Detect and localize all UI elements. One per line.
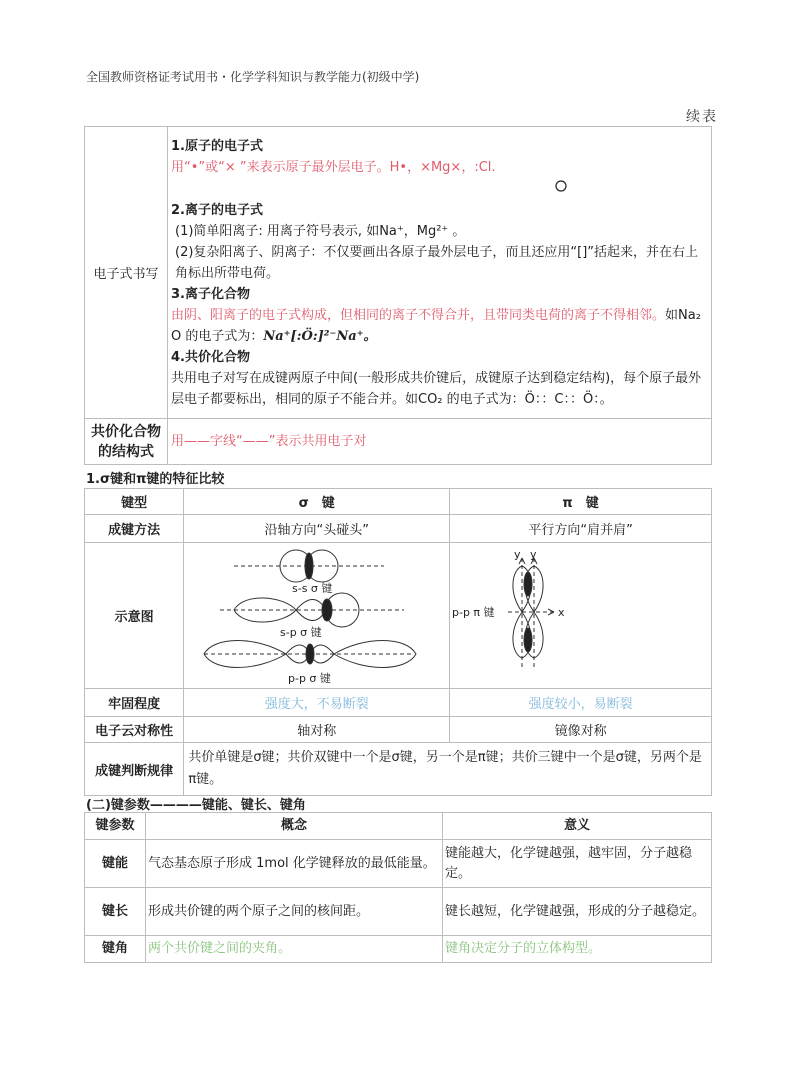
section-covalent-text: 共用电子对写在成键两原子中间(一般形成共价键后，成键原子达到稳定结构)，每个原子最外层电子都要标出，相同的原子不能合并。如CO₂ 的电子式为：Ö：：C：：Ö：。 bbox=[171, 370, 702, 407]
sigma-diagram-cell bbox=[184, 543, 450, 689]
section-ionic-text bbox=[171, 305, 707, 347]
section-atom-text: 用“•”或“× ”来表示原子最外层电子。H•，×Mg×，:Cl. bbox=[171, 159, 496, 175]
ionic-formula: Na⁺[:Ö:]²⁻Na⁺。 bbox=[263, 328, 377, 344]
section-bond-params-title: (二)键参数————键能、键长、键角 bbox=[86, 798, 306, 813]
param-angle-label: 键角 bbox=[85, 936, 146, 963]
label-pi: p-p π 键 bbox=[452, 605, 495, 619]
section-ion-title: 2.离子的电子式 bbox=[171, 202, 263, 218]
row-label-method: 成键方法 bbox=[85, 515, 184, 543]
param-energy-concept: 气态基态原子形成 1mol 化学键释放的最低能量。 bbox=[146, 840, 443, 888]
section-ion-line2: (2)复杂阳离子、阴离子：不仅要画出各原子最外层电子，而且还应用“[]”括起来，并在右上角标出所带电荷。 bbox=[175, 244, 699, 281]
header-sigma: σ 键 bbox=[184, 489, 450, 515]
sigma-bond-diagram bbox=[184, 544, 440, 688]
circle-icon bbox=[555, 180, 567, 192]
section-ion-line1: (1)简单阳离子: 用离子符号表示, 如Na⁺，Mg²⁺ 。 bbox=[175, 223, 466, 239]
sigma-symmetry: 轴对称 bbox=[184, 717, 450, 743]
section-sigma-pi-title: 1.σ键和π键的特征比较 bbox=[86, 472, 225, 487]
header-concept: 概念 bbox=[146, 813, 443, 840]
section-ionic-title: 3.离子化合物 bbox=[171, 286, 250, 302]
param-length-concept: 形成共价键的两个原子之间的核间距。 bbox=[146, 888, 443, 936]
structural-formula-text: 用——字线“——”表示共用电子对 bbox=[168, 419, 712, 465]
row-label-rule: 成键判断规律 bbox=[85, 743, 184, 796]
pi-bond-diagram bbox=[450, 544, 710, 688]
row-label-symmetry: 电子云对称性 bbox=[85, 717, 184, 743]
label-y2: y bbox=[530, 547, 537, 561]
param-length-label: 键长 bbox=[85, 888, 146, 936]
label-pp: p-p σ 键 bbox=[288, 671, 332, 685]
row-label-diagram: 示意图 bbox=[85, 543, 184, 689]
label-x: x bbox=[558, 605, 565, 619]
ionic-text-tail: 如Na₂ O 的电子式为： bbox=[171, 307, 701, 344]
sigma-method: 沿轴方向“头碰头” bbox=[184, 515, 450, 543]
header-pi: π 键 bbox=[450, 489, 712, 515]
param-angle-meaning: 键角决定分子的立体构型。 bbox=[443, 936, 712, 963]
sigma-pi-table bbox=[84, 488, 712, 796]
param-energy-label: 键能 bbox=[85, 840, 146, 888]
param-energy-meaning: 键能越大，化学键越强，越牢固，分子越稳定。 bbox=[443, 840, 712, 888]
bond-params-table bbox=[84, 812, 712, 963]
row-label-structural-formula: 共价化合物的结构式 bbox=[85, 419, 168, 465]
pi-strength: 强度较小，易断裂 bbox=[450, 689, 712, 717]
page-header: 全国教师资格证考试用书・化学学科知识与教学能力(初级中学) bbox=[86, 70, 420, 84]
bond-rule-text: 共价单键是σ键；共价双键中一个是σ键，另一个是π键；共价三键中一个是σ键，另两个是π键。 bbox=[184, 743, 712, 796]
electron-formula-table bbox=[84, 126, 712, 465]
ionic-text-red: 由阴、阳离子的电子式构成，但相同的离子不得合并，且带同类电荷的离子不得相邻。 bbox=[171, 307, 666, 323]
header-param: 键参数 bbox=[85, 813, 146, 840]
sigma-strength: 强度大，不易断裂 bbox=[184, 689, 450, 717]
label-y1: y bbox=[514, 547, 521, 561]
section-covalent-title: 4.共价化合物 bbox=[171, 349, 250, 365]
section-atom-title: 1.原子的电子式 bbox=[171, 138, 263, 154]
circle-mark bbox=[171, 178, 707, 200]
param-angle-concept: 两个共价键之间的夹角。 bbox=[146, 936, 443, 963]
pi-symmetry: 镜像对称 bbox=[450, 717, 712, 743]
param-length-meaning: 键长越短，化学键越强，形成的分子越稳定。 bbox=[443, 888, 712, 936]
row-label-strength: 牢固程度 bbox=[85, 689, 184, 717]
electron-formula-content bbox=[168, 127, 712, 419]
header-meaning: 意义 bbox=[443, 813, 712, 840]
continued-label: 续表 bbox=[686, 109, 718, 125]
row-label-electron-formula: 电子式书写 bbox=[85, 127, 168, 419]
label-ss: s-s σ 键 bbox=[292, 581, 333, 595]
label-sp: s-p σ 键 bbox=[280, 625, 322, 639]
pi-diagram-cell bbox=[450, 543, 712, 689]
pi-method: 平行方向“肩并肩” bbox=[450, 515, 712, 543]
header-bond-type: 键型 bbox=[85, 489, 184, 515]
